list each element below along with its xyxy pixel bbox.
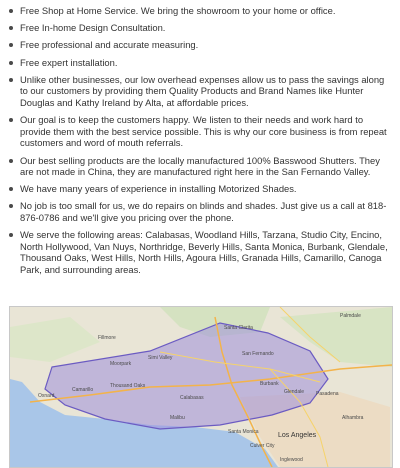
- map-label-moorpark: Moorpark: [110, 361, 132, 367]
- list-item-text: Our goal is to keep the customers happy. We listen to their needs and work hard to provide them with the best service possible. This is why our core business is from repeat customers and word of mouth referrals.: [20, 114, 387, 149]
- map-label-inglewood: Inglewood: [280, 457, 303, 463]
- map-label-malibu: Malibu: [170, 415, 185, 421]
- list-item: [6, 229, 394, 275]
- map-label-burbank: Burbank: [260, 381, 279, 387]
- list-item: [6, 200, 394, 223]
- list-item-text: We have many years of experience in installing Motorized Shades.: [20, 183, 297, 195]
- list-item-text: Free expert installation.: [20, 56, 118, 68]
- list-item-text: Free professional and accurate measuring.: [20, 39, 199, 51]
- service-area-map[interactable]: [9, 306, 393, 468]
- map-label-san-fernando: San Fernando: [242, 351, 274, 357]
- map-label-culver-city: Culver City: [250, 443, 275, 449]
- map-label-oxnard: Oxnard: [38, 393, 55, 399]
- list-item-text: Unlike other businesses, our low overhead expenses allow us to pass the savings along to our customers by providing them Quality Products and Brand Names like Hunter Douglas and Kathy Ireland by Alta, at affordable prices.: [20, 73, 385, 108]
- list-item-text: Free Shop at Home Service. We bring the showroom to your home or office.: [20, 5, 336, 16]
- map-label-pasadena: Pasadena: [316, 391, 339, 397]
- map-label-calabasas: Calabasas: [180, 395, 204, 401]
- map-label-fillmore: Fillmore: [98, 335, 116, 341]
- map-label-simi-valley: Simi Valley: [148, 355, 173, 361]
- map-label-santa-monica: Santa Monica: [228, 429, 259, 435]
- map-label-los-angeles: Los Angeles: [278, 432, 317, 439]
- list-item: [6, 5, 394, 17]
- list-item: [6, 183, 394, 195]
- list-item-text: Free In-home Design Consultation.: [20, 22, 166, 34]
- map-label-thousand-oaks: Thousand Oaks: [110, 383, 146, 389]
- list-item: [6, 22, 394, 34]
- list-item-text: We serve the following areas: Calabasas, Woodland Hills, Tarzana, Studio City, Encino, North Hollywood, Van Nuys, Northridge, Beverly Hills, Santa Monica, Burbank, Glendale, Thousand Oaks, West Hills, North Hills, Agoura Hills, Granada Hills, Camarillo, Canoga Park, and surrounding areas.: [20, 229, 388, 276]
- list-item-text: No job is too small for us, we do repairs on blinds and shades. Just give us a call at 818-876-0786 and we'll give you pricing over the phone.: [20, 200, 387, 224]
- map-label-palmdale: Palmdale: [340, 313, 361, 319]
- map-label-glendale: Glendale: [284, 389, 305, 395]
- list-item: [6, 74, 394, 109]
- list-item: [6, 155, 394, 178]
- list-item: [6, 57, 394, 69]
- map-label-alhambra: Alhambra: [342, 415, 364, 421]
- list-item: [6, 114, 394, 149]
- map-label-santa-clarita: Santa Clarita: [224, 325, 253, 331]
- list-item: [6, 39, 394, 51]
- map-graphic: [10, 307, 392, 467]
- list-item-text: Our best selling products are the locally manufactured 100% Basswood Shutters. They are not made in China, they are manufactured right here in the San Fernando Valley.: [20, 154, 380, 178]
- map-label-camarillo: Camarillo: [72, 387, 94, 393]
